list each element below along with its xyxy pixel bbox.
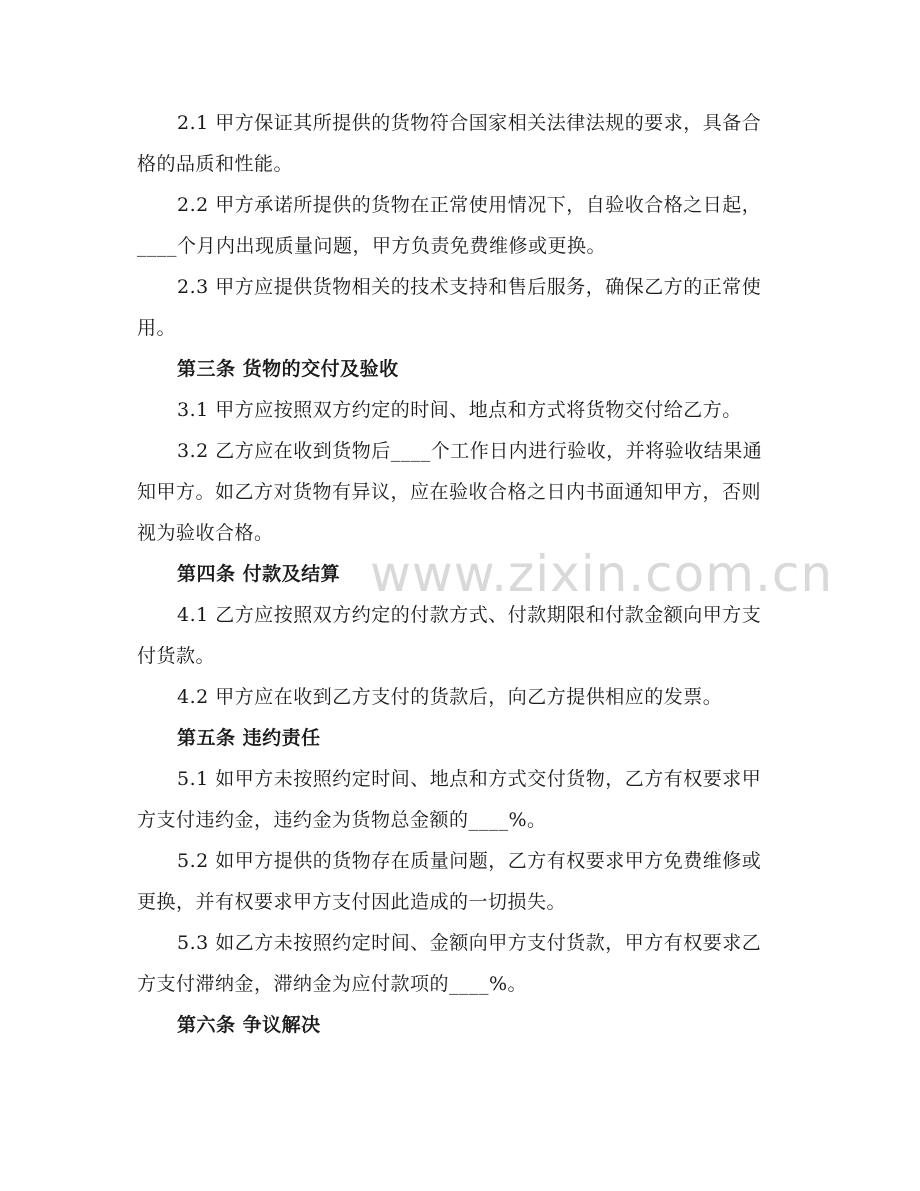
clause-2-3: 2.3 甲方应提供货物相关的技术支持和售后服务，确保乙方的正常使用。 <box>137 276 762 339</box>
watermark-text: www.zixin.com.cn <box>370 545 834 603</box>
document-body <box>137 103 777 1046</box>
article-3-heading: 第三条 货物的交付及验收 <box>177 358 399 380</box>
clause-3-1: 3.1 甲方应按照双方约定的时间、地点和方式将货物交付给乙方。 <box>177 399 742 421</box>
clause-4-1: 4.1 乙方应按照双方约定的付款方式、付款期限和付款金额向甲方支付货款。 <box>137 604 762 667</box>
clause-5-1: 5.1 如甲方未按照约定时间、地点和方式交付货物，乙方有权要求甲方支付违约金，违约金为货物总金额的____%。 <box>137 768 762 831</box>
article-5-heading: 第五条 违约责任 <box>177 727 321 749</box>
clause-2-2: 2.2 甲方承诺所提供的货物在正常使用情况下，自验收合格之日起，____个月内出现质量问题，甲方负责免费维修或更换。 <box>137 194 762 257</box>
clause-4-2: 4.2 甲方应在收到乙方支付的货款后，向乙方提供相应的发票。 <box>177 686 723 708</box>
clause-5-3: 5.3 如乙方未按照约定时间、金额向甲方支付货款，甲方有权要求乙方支付滞纳金，滞纳金为应付款项的____%。 <box>137 932 762 995</box>
clause-3-2: 3.2 乙方应在收到货物后____个工作日内进行验收，并将验收结果通知甲方。如乙方对货物有异议，应在验收合格之日内书面通知甲方，否则视为验收合格。 <box>137 440 763 544</box>
clause-5-2: 5.2 如甲方提供的货物存在质量问题，乙方有权要求甲方免费维修或更换，并有权要求甲方支付因此造成的一切损失。 <box>137 850 762 913</box>
article-6-heading: 第六条 争议解决 <box>177 1014 321 1036</box>
article-4-heading: 第四条 付款及结算 <box>177 563 341 585</box>
clause-2-1: 2.1 甲方保证其所提供的货物符合国家相关法律法规的要求，具备合格的品质和性能。 <box>137 112 762 175</box>
